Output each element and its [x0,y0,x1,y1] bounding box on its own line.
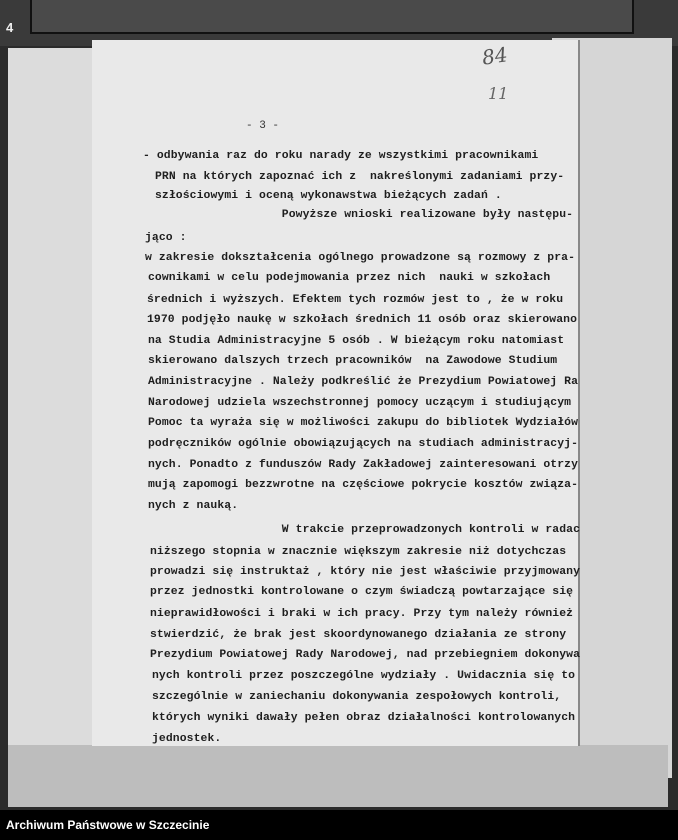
text-line: szczególnie w zaniechaniu dokonywania zespołowych kontroli, [152,691,562,703]
text-line: Pomoc ta wyraża się w możliwości zakupu do bibliotek Wydziałów [148,417,579,429]
text-line: Prezydium Powiatowej Rady Narodowej, nad przebiegniem dokonywa [150,649,581,661]
text-line: nieprawidłowości i braki w ich pracy. Przy tym należy również [150,608,574,620]
text-line: w zakresie dokształcenia ogólnego prowadzone są rozmowy z pra- [145,252,576,264]
handwritten-mark: 11 [488,84,509,103]
left-paper-slip [8,48,96,756]
frame-number: 4 [6,20,14,35]
text-line: 1970 podjęło naukę w szkołach średnich 11 osób oraz skierowano [147,314,578,326]
film-frame-border [30,0,634,34]
text-line: na Studia Administracyjne 5 osób . W bieżącym roku natomiast [148,335,565,347]
text-line: jąco : [145,232,187,244]
text-line: Narodowej udziela wszechstronnej pomocy uczącym i studiującym [148,397,572,409]
text-line: W trakcie przeprowadzonych kontroli w radac [150,524,581,536]
archive-name: Archiwum Państwowe w Szczecinie [6,818,210,832]
handwritten-folio-number: 84 [480,42,509,70]
underlying-paper [8,745,668,807]
footer-bar [0,810,678,840]
text-line: cownikami w celu podejmowania przez nich nauki w szkołach [148,272,551,284]
text-line: PRN na których zapoznać ich z nakreślonymi zadaniami przy- [155,171,565,183]
text-line: niższego stopnia w znacznie większym zakresie niż dotychczas [150,546,567,558]
text-line: których wyniki dawały pełen obraz działalności kontrolowanych [152,712,576,724]
text-line: szłościowymi i oceną wykonawstwa bieżących zadań . [155,190,502,202]
text-line: nych z nauką. [148,500,239,512]
text-line: Powyższe wnioski realizowane były następu- [150,209,574,221]
text-line: podręczników ogólnie obowiązujących na studiach administracyj- [148,438,579,450]
text-line: mują zapomogi bezzwrotne na częściowe pokrycie kosztów związa- [148,479,579,491]
text-line: skierowano dalszych trzech pracowników na Zawodowe Studium [148,355,558,367]
text-line: - odbywania raz do roku narady ze wszystkimi pracownikami [143,150,539,162]
text-line: przez jednostki kontrolowane o czym świadczą powtarzające się [150,586,574,598]
text-line: stwierdzić, że brak jest skoordynowanego działania ze strony [150,629,567,641]
page-number: - 3 - [246,120,280,132]
text-line: Administracyjne . Należy podkreślić że Prezydium Powiatowej Ra [148,376,579,388]
text-line: nych kontroli przez poszczególne wydziały . Uwidacznia się to [152,670,576,682]
text-line: średnich i wyższych. Efektem tych rozmów jest to , że w roku [147,294,564,306]
text-line: nych. Ponadto z funduszów Rady Zakładowej zainteresowani otrzy [148,459,579,471]
text-line: jednostek. [152,733,222,745]
text-line: prowadzi się instruktaż , który nie jest właściwie przyjmowany [150,566,581,578]
